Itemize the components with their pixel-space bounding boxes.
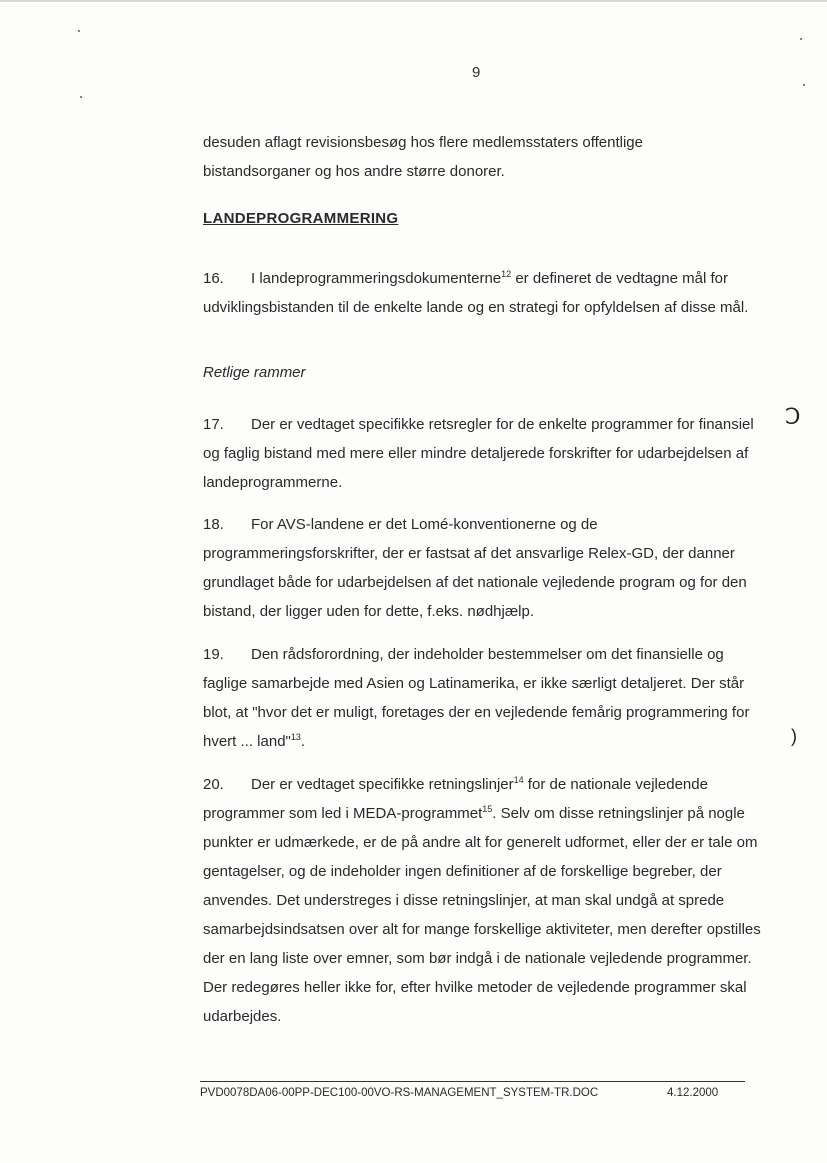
paragraph-text: Der er vedtaget specifikke retsregler for de enkelte programmer for finansiel og faglig bistand med mere eller mindre detaljerede forskrifter for udarbejdelsen af landeprogrammerne. [203, 416, 754, 491]
paragraph-text: Den rådsforordning, der indeholder bestemmelser om det finansielle og faglige samarbejde med Asien og Latinamerika, er ikke særligt detaljeret. Der står blot, at "hvor det er muligt, foretages der en vejledende femårig programmering for hvert ... land" [203, 646, 750, 750]
margin-mark-upper: Ↄ [785, 404, 801, 429]
paragraph-text: Der er vedtaget specifikke retningslinjer [251, 776, 514, 793]
footnote-ref: 14 [513, 775, 524, 785]
section-heading: LANDEPROGRAMMERING [203, 210, 399, 227]
paragraph-text: . [300, 733, 306, 750]
paragraph-17 [203, 410, 763, 497]
paragraph-number: 19. [203, 646, 224, 663]
paragraph-text: for de nationale vejledende programmer som led i MEDA-programmet [203, 776, 708, 822]
intro-line-2: bistandsorganer og hos andre større donorer. [203, 163, 505, 180]
intro-line-1: desuden aflagt revisionsbesøg hos flere medlemsstaters offentlige [203, 134, 643, 151]
subheading: Retlige rammer [203, 364, 306, 381]
footnote-ref: 15 [482, 804, 493, 814]
paragraph-20 [203, 770, 763, 1031]
paragraph-text: For AVS-landene er det Lomé-konventionerne og de programmeringsforskrifter, der er fastsat af det ansvarlige Relex-GD, der danner grundlaget både for udarbejdelsen af det nationale vejledende program og for den bistand, der ligger uden for dette, f.eks. nødhjælp. [203, 516, 747, 620]
footer-rule [200, 1081, 745, 1082]
intro-paragraph [203, 128, 763, 186]
footnote-ref: 12 [501, 269, 512, 279]
scan-speck [803, 84, 805, 86]
margin-mark-lower: ) [791, 726, 797, 746]
footer-date: 4.12.2000 [667, 1087, 719, 1099]
scan-speck [80, 96, 82, 98]
paragraph-text: . Selv om disse retningslinjer på nogle punkter er udmærkede, er de på andre alt for generelt udformet, eller der er tale om gentagelser, og de indeholder ingen definitioner af de forskellige begreber, der anvendes. Det understreges i disse retningslinjer, at man skal undgå at sprede samarbejdsindsatsen over alt for mange forskellige aktiviteter, men derefter opstilles der en lang liste over emner, som bør indgå i de nationale vejledende programmer. Der redegøres heller ikke for, efter hvilke metoder de vejledende programmer skal udarbejdes. [203, 805, 761, 1025]
scan-edge [0, 0, 827, 2]
page-number: 9 [472, 64, 481, 81]
paragraph-number: 17. [203, 416, 224, 433]
paragraph-number: 18. [203, 516, 224, 533]
footer-reference: PVD0078DA06-00PP-DEC100-00VO-RS-MANAGEMENT_SYSTEM-TR.DOC [200, 1087, 599, 1099]
paragraph-number: 16. [203, 270, 224, 287]
paragraph-number: 20. [203, 776, 224, 793]
paragraph-16 [203, 264, 763, 322]
paragraph-18 [203, 510, 763, 626]
scan-speck [800, 38, 802, 40]
footnote-ref: 13 [290, 732, 301, 742]
paragraph-text: I landeprogrammeringsdokumenterne [251, 270, 502, 287]
paragraph-19 [203, 640, 763, 756]
scan-speck [78, 30, 80, 32]
paragraph-text: er defineret de vedtagne mål for udviklingsbistanden til de enkelte lande og en strategi for opfyldelsen af disse mål. [203, 270, 749, 316]
